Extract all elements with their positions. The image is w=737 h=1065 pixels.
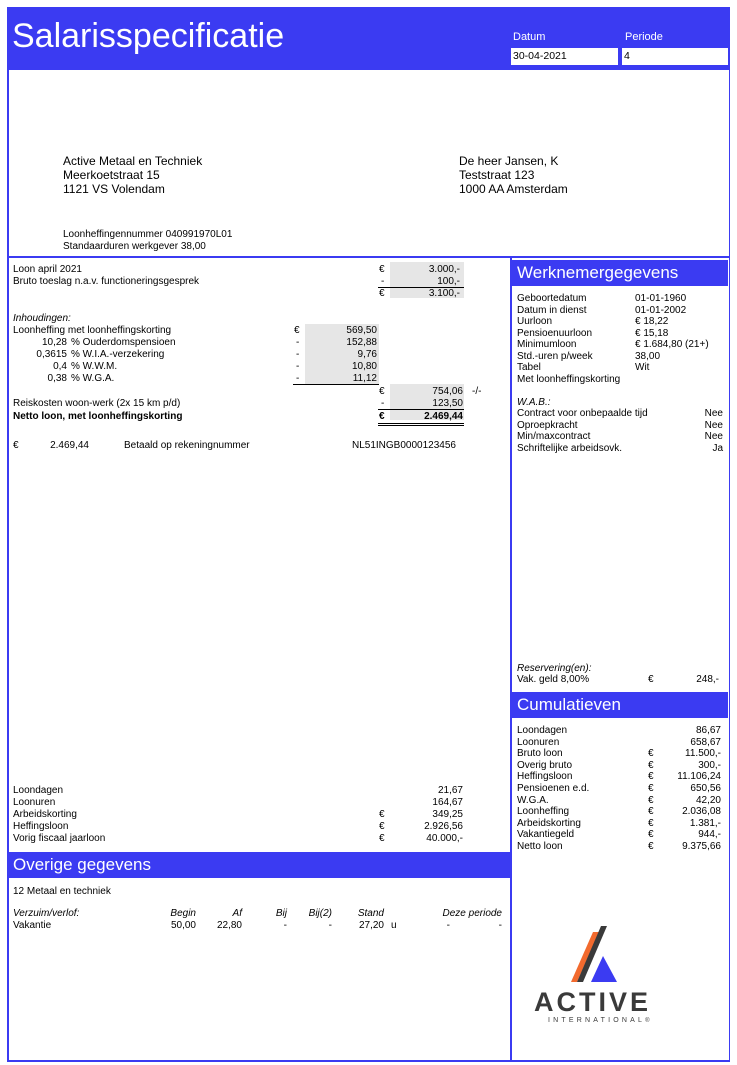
leave-table-header: Af: [232, 908, 242, 919]
cumulative-cur: €: [648, 841, 654, 852]
leave-table-header: Verzuim/verlof:: [13, 908, 80, 919]
deduction-value: 9,76: [357, 349, 377, 360]
travel-sign: -: [381, 398, 385, 409]
wab-value: Nee: [704, 431, 723, 442]
net-cur: €: [379, 411, 385, 422]
logo-sub-text: INTERNATIONAL: [548, 1017, 646, 1024]
leave-row-begin: 50,00: [170, 920, 196, 931]
cumulative-value: 42,20: [695, 794, 721, 806]
cumulative-label: Loonuren: [517, 736, 560, 748]
employee-data-label: Met loonheffingskorting: [517, 373, 621, 385]
employee-data-value: € 18,22: [635, 316, 669, 327]
deduction-pct: 10,28: [41, 337, 67, 348]
deduction-sign: -: [296, 361, 300, 372]
cumulative-value: 944,-: [698, 829, 721, 841]
deduction-label: % W.I.A.-verzekering: [71, 349, 165, 360]
payment-cur: €: [13, 440, 19, 451]
reservation-cur: €: [648, 674, 654, 685]
employee-data-value: 01-01-2002: [635, 304, 687, 316]
employer-city: 1121 VS Volendam: [63, 182, 165, 196]
summary-value: 21,67: [437, 785, 463, 796]
cumulative-cur: €: [648, 748, 654, 760]
cumulative-cur: €: [648, 794, 654, 806]
deduction-label: % W.W.M.: [71, 361, 118, 372]
cumulative-cur: €: [648, 783, 654, 794]
tax-number: Loonheffingennummer 040991970L01: [63, 229, 233, 240]
cumulative-cur: €: [648, 771, 654, 783]
cumulative-label: Loonheffing: [517, 806, 570, 818]
frame-right: [729, 70, 731, 1061]
other-section-bar: Overige gegevens: [7, 852, 510, 878]
summary-label: Arbeidskorting: [13, 809, 77, 820]
leave-row-unit: u: [391, 920, 397, 931]
leave-table-header: Stand: [357, 908, 384, 919]
periode-value: 4: [622, 48, 728, 65]
frame-bottom: [7, 1060, 730, 1062]
leave-row-af: 22,80: [216, 920, 242, 931]
deduction-pct: 0,38: [47, 373, 67, 384]
cumulative-label: Overig bruto: [517, 759, 573, 771]
deduction-pct: 0,3615: [36, 349, 67, 360]
logo-registered-mark: ®: [645, 1018, 650, 1024]
deduction-sign: -: [296, 373, 300, 384]
employee-data-label: Std.-uren p/week: [517, 350, 593, 362]
salary-line1-value: 3.000,-: [428, 264, 460, 275]
employee-data-value: 38,00: [635, 350, 661, 362]
employee-data-label: Uurloon: [517, 316, 553, 327]
page-title: Salarisspecificatie: [12, 17, 285, 55]
reservation-value: 248,-: [696, 674, 719, 685]
cumulative-label: Loondagen: [517, 725, 568, 736]
deduction-label: % Ouderdomspensioen: [71, 337, 176, 348]
summary-value: 164,67: [432, 797, 463, 808]
employee-street: Teststraat 123: [459, 168, 535, 182]
leave-row-bij2: -: [328, 920, 332, 931]
net-value: 2.469,44: [424, 411, 463, 422]
wab-value: Nee: [704, 419, 723, 431]
deduction-value: 10,80: [351, 361, 377, 372]
deductions-title: Inhoudingen:: [13, 313, 71, 324]
employee-data-value: Wit: [635, 362, 650, 373]
deduction-value: 11,12: [352, 373, 377, 384]
employee-data-value: € 15,18: [635, 327, 669, 339]
periode-label: Periode: [625, 31, 663, 43]
wab-label: Contract voor onbepaalde tijd: [517, 408, 648, 419]
summary-value: 40.000,-: [426, 833, 463, 844]
cumulative-cur: €: [648, 817, 654, 829]
cumulative-value: 11.500,-: [685, 748, 721, 760]
standard-hours: Standaarduren werkgever 38,00: [63, 241, 206, 252]
employee-section-bar: Werknemergegevens: [511, 260, 728, 286]
cumulatives-section-bar: Cumulatieven: [511, 692, 728, 718]
employee-data-value: € 1.684,80 (21+): [635, 339, 709, 350]
wab-label: Min/maxcontract: [517, 431, 591, 442]
datum-value: 30-04-2021: [511, 48, 618, 65]
logo-word: ACTIVE: [534, 987, 652, 1017]
summary-value: 349,25: [432, 809, 463, 820]
employee-data-label: Tabel: [517, 362, 541, 373]
cumulative-label: W.G.A.: [517, 794, 549, 806]
salary-line1-cur: €: [379, 264, 385, 275]
cumulative-value: 300,-: [698, 759, 721, 771]
cumulative-value: 86,67: [695, 725, 721, 736]
deductions-total: 754,06: [432, 386, 463, 397]
gross-value: 3.100,-: [428, 288, 460, 299]
payment-amount: 2.469,44: [50, 440, 89, 451]
net-label: Netto loon, met loonheffingskorting: [13, 411, 183, 422]
cumulative-cur: €: [648, 829, 654, 841]
summary-label: Heffingsloon: [13, 821, 69, 832]
cumulative-value: 1.381,-: [689, 817, 721, 829]
leave-table-header: Deze periode: [442, 908, 502, 919]
summary-label: Loonuren: [13, 797, 56, 808]
salary-line2-value: 100,-: [437, 276, 460, 287]
cumulative-value: 658,67: [690, 736, 721, 748]
employee-data-label: Minimumloon: [517, 339, 577, 350]
employee-data-label: Pensioenuurloon: [517, 327, 593, 339]
wab-label: Oproepkracht: [517, 419, 578, 431]
salary-line1-label: Loon april 2021: [13, 264, 82, 275]
payment-iban: NL51INGB0000123456: [352, 440, 456, 451]
employee-data-label: Datum in dienst: [517, 304, 587, 316]
employee-data-label: Geboortedatum: [517, 293, 587, 304]
summary-cur: €: [379, 809, 385, 820]
cumulative-cur: €: [648, 759, 654, 771]
leave-table-header: Bij: [275, 908, 287, 919]
employer-name: Active Metaal en Techniek: [63, 154, 203, 168]
deduction-sign: -: [296, 337, 300, 348]
net-underline-top: [378, 409, 464, 410]
deduction-label: % W.G.A.: [71, 373, 115, 384]
summary-cur: €: [379, 833, 385, 844]
summary-label: Loondagen: [13, 785, 64, 796]
net-underline-1: [378, 423, 464, 424]
logo-sub: [548, 1017, 650, 1024]
deduction-pct: 0,4: [53, 361, 67, 372]
cumulative-value: 11.106,24: [677, 771, 721, 783]
leave-table-header: Begin: [170, 908, 196, 919]
logo-blue-triangle: [591, 956, 617, 982]
deduction-value: 569,50: [346, 325, 377, 336]
cumulative-label: Pensioenen e.d.: [517, 783, 590, 794]
summary-cur: €: [379, 821, 385, 832]
cumulative-label: Vakantiegeld: [517, 829, 575, 841]
cumulative-label: Arbeidskorting: [517, 817, 581, 829]
leave-row-period-1: -: [446, 920, 450, 931]
frame-left: [7, 70, 9, 1061]
wab-value: Ja: [712, 442, 723, 454]
leave-row-bij: -: [283, 920, 287, 931]
employer-street: Meerkoetstraat 15: [63, 168, 160, 182]
deductions-underline: [293, 384, 379, 385]
employee-city: 1000 AA Amsterdam: [459, 182, 568, 196]
employee-data-value: 01-01-1960: [635, 293, 687, 304]
wab-value: Nee: [704, 408, 723, 419]
deduction-value: 152,88: [346, 337, 377, 348]
employee-name: De heer Jansen, K: [459, 154, 559, 168]
travel-value: 123,50: [432, 398, 463, 409]
gross-cur: €: [379, 288, 385, 299]
cumulative-value: 650,56: [690, 783, 721, 794]
deduction-label: Loonheffing met loonheffingskorting: [13, 325, 172, 336]
cumulative-value: 2.036,08: [682, 806, 721, 818]
wab-label: Schriftelijke arbeidsovk.: [517, 442, 623, 454]
salary-line2-label: Bruto toeslag n.a.v. functioneringsgesprek: [13, 276, 200, 287]
reservation-label: Vak. geld 8,00%: [517, 674, 590, 685]
deductions-total-cur: €: [379, 386, 385, 397]
active-logo-mark-icon: [567, 924, 623, 986]
leave-row-period-2: -: [498, 920, 502, 931]
cumulative-value: 9.375,66: [682, 841, 721, 852]
reservation-title: Reservering(en):: [517, 663, 592, 674]
cumulative-label: Netto loon: [517, 841, 563, 852]
address-divider: [7, 256, 730, 258]
cumulative-label: Bruto loon: [517, 748, 563, 760]
cao-label: 12 Metaal en techniek: [13, 886, 111, 897]
datum-label: Datum: [513, 31, 546, 43]
leave-row-label: Vakantie: [13, 920, 52, 931]
salary-line2-sign: -: [381, 276, 385, 287]
summary-label: Vorig fiscaal jaarloon: [13, 833, 106, 844]
travel-label: Reiskosten woon-werk (2x 15 km p/d): [13, 398, 181, 409]
deduction-sign: €: [294, 325, 300, 336]
payment-label: Betaald op rekeningnummer: [124, 440, 250, 451]
cumulative-label: Heffingsloon: [517, 771, 573, 783]
column-divider: [510, 257, 512, 1061]
wab-title: W.A.B.:: [517, 397, 551, 408]
summary-value: 2.926,56: [424, 821, 463, 832]
leave-table-header: Bij(2): [308, 908, 332, 919]
cumulative-cur: €: [648, 806, 654, 818]
deductions-total-suffix: -/-: [472, 386, 482, 397]
leave-row-stand: 27,20: [358, 920, 384, 931]
net-underline-2: [378, 425, 464, 426]
deduction-sign: -: [296, 349, 300, 360]
